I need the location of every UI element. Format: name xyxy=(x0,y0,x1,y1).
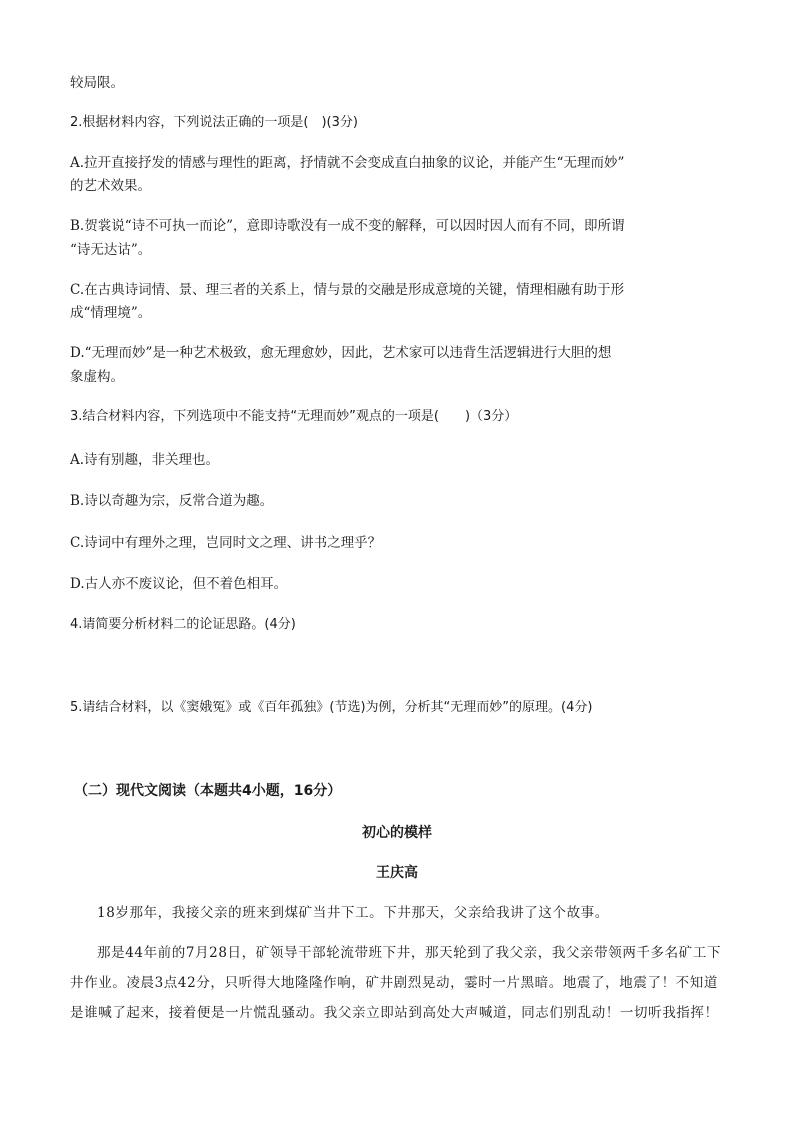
article-paragraph-2: 那是44年前的7月28日，矿领导干部轮流带班下井，那天轮到了我父亲，我父亲带领两千多名矿工下井作业。凌晨3点42分，只听得大地隆隆作响，矿井剧烈晃动，霎时一片黑暗。地震了，地震了！不知道是谁喊了起来，接着便是一片慌乱骚动。我父亲立即站到高处大声喊道，同志们别乱动！一切听我指挥！ xyxy=(70,945,722,1021)
question-2-option-c-cont: 成“情理境”。 xyxy=(70,305,152,321)
question-3-option-d: D.古人亦不废议论，但不着色相耳。 xyxy=(70,576,288,592)
article-title: 初心的模样 xyxy=(362,825,432,841)
question-2-option-a: A.拉开直接抒发的情感与理性的距离，抒情就不会变成直白抽象的议论，并能产生“无理而妙” xyxy=(70,155,625,171)
question-2-option-d: D.“无理而妙”是一种艺术极致，愈无理愈妙，因此，艺术家可以违背生活逻辑进行大胆的想 xyxy=(70,345,612,361)
question-3: 3.结合材料内容，下列选项中不能支持“无理而妙”观点的一项是( )（3分） xyxy=(70,409,518,424)
question-2-option-b: B.贺裳说“诗不可执一而论”，意即诗歌没有一成不变的解释，可以因时因人而有不同，即所谓 xyxy=(70,218,625,234)
question-2-option-b-cont: “诗无达诂”。 xyxy=(70,242,152,258)
question-4: 4.请简要分析材料二的论证思路。(4分) xyxy=(70,617,296,632)
question-3-option-b: B.诗以奇趣为宗，反常合道为趣。 xyxy=(70,493,274,509)
question-5: 5.请结合材料，以《窦娥冤》或《百年孤独》(节选)为例，分析其“无理而妙”的原理。(4分) xyxy=(70,700,593,715)
section-heading: （二）现代文阅读（本题共4小题，16分） xyxy=(74,783,342,799)
question-3-option-a: A.诗有别趣，非关理也。 xyxy=(70,452,220,468)
question-2: 2.根据材料内容，下列说法正确的一项是( )(3分) xyxy=(70,115,358,130)
article-paragraph-1: 18岁那年，我接父亲的班来到煤矿当井下工。下井那天，父亲给我讲了这个故事。 xyxy=(97,905,609,921)
question-2-option-c: C.在古典诗词情、景、理三者的关系上，情与景的交融是形成意境的关键，情理相融有助于形 xyxy=(70,282,625,298)
question-3-option-c: C.诗词中有理外之理，岂同时文之理、讲书之理乎？ xyxy=(70,535,382,551)
question-2-option-d-cont: 象虚构。 xyxy=(70,369,124,385)
article-author: 王庆高 xyxy=(376,865,418,881)
question-2-option-a-cont: 的艺术效果。 xyxy=(70,178,151,194)
text-line: 较局限。 xyxy=(70,75,124,91)
